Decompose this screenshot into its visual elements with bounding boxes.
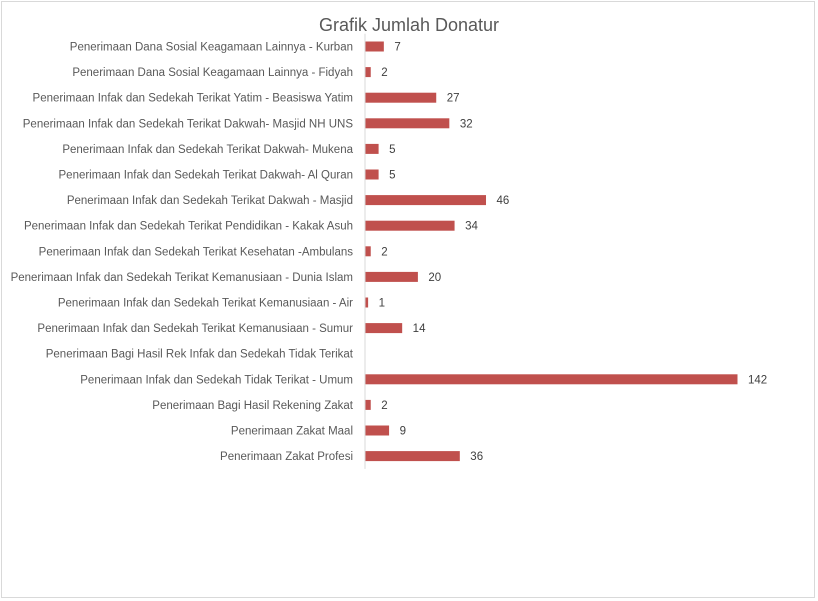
data-label: 2 <box>381 399 388 412</box>
category-label: Penerimaan Infak dan Sedekah Terikat Yatim - Beasiswa Yatim <box>32 92 353 105</box>
bar <box>366 400 371 410</box>
bar <box>366 144 379 154</box>
data-label: 20 <box>428 271 442 284</box>
value-labels <box>379 42 768 464</box>
category-label: Penerimaan Dana Sosial Keagamaan Lainnya - Fidyah <box>72 67 353 80</box>
category-label: Penerimaan Dana Sosial Keagamaan Lainnya - Kurban <box>69 41 353 54</box>
chart-title: Grafik Jumlah Donatur <box>318 15 500 35</box>
category-label: Penerimaan Infak dan Sedekah Terikat Kesehatan -Ambulans <box>38 246 353 259</box>
category-label: Penerimaan Infak dan Sedekah Terikat Pendidikan - Kakak Asuh <box>23 220 353 233</box>
data-label: 36 <box>470 451 484 464</box>
data-label: 7 <box>394 41 401 54</box>
bar <box>366 451 460 461</box>
category-label: Penerimaan Bagi Hasil Rek Infak dan Sedekah Tidak Terikat <box>45 348 353 361</box>
bar <box>366 195 487 205</box>
bar <box>366 426 390 436</box>
category-label: Penerimaan Infak dan Sedekah Terikat Dakwah- Masjid NH UNS <box>22 118 353 131</box>
category-label: Penerimaan Bagi Hasil Rekening Zakat <box>152 399 353 412</box>
data-label: 2 <box>381 246 388 259</box>
bar <box>366 298 369 308</box>
data-label: 34 <box>465 220 478 233</box>
bar <box>366 93 437 103</box>
data-label: 9 <box>399 425 406 438</box>
data-label: 142 <box>748 374 768 387</box>
category-label: Penerimaan Infak dan Sedekah Tidak Terikat - Umum <box>80 374 353 387</box>
bar <box>366 42 384 52</box>
category-label: Penerimaan Infak dan Sedekah Terikat Dakwah- Mukena <box>62 143 353 156</box>
data-label: 32 <box>459 118 473 131</box>
category-label: Penerimaan Zakat Profesi <box>220 451 353 464</box>
data-label: 5 <box>389 169 396 182</box>
bar <box>366 272 418 282</box>
data-label: 14 <box>412 323 426 336</box>
bar <box>366 323 403 333</box>
data-label: 46 <box>496 195 510 208</box>
data-label: 5 <box>389 143 396 156</box>
bar <box>366 170 379 180</box>
category-label: Penerimaan Infak dan Sedekah Terikat Dakwah - Masjid <box>66 195 353 208</box>
category-labels <box>11 42 354 464</box>
data-label: 27 <box>446 92 460 105</box>
bar <box>366 221 455 231</box>
bar <box>366 118 450 128</box>
bar <box>366 67 371 77</box>
category-label: Penerimaan Infak dan Sedekah Terikat Dakwah- Al Quran <box>58 169 353 182</box>
category-label: Penerimaan Zakat Maal <box>230 425 353 438</box>
category-label: Penerimaan Infak dan Sedekah Terikat Kemanusiaan - Sumur <box>37 323 353 336</box>
bar <box>366 374 738 384</box>
category-label: Penerimaan Infak dan Sedekah Terikat Kemanusiaan - Air <box>57 297 353 310</box>
data-label: 2 <box>381 67 388 80</box>
bar <box>366 246 371 256</box>
bars <box>366 42 738 462</box>
data-label: 1 <box>378 297 386 310</box>
category-label: Penerimaan Infak dan Sedekah Terikat Kemanusiaan - Dunia Islam <box>10 271 353 284</box>
